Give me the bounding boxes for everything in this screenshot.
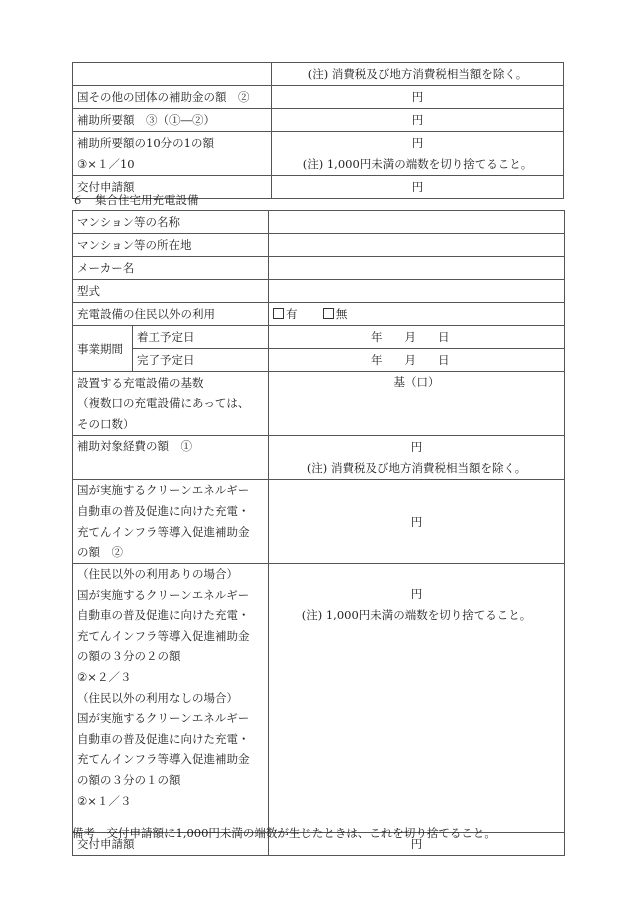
table-row	[73, 303, 565, 326]
national-subsidy-line4: の額 ②	[77, 545, 123, 560]
other-subsidy-label: 国その他の団体の補助金の額 ②	[73, 86, 272, 109]
table-row	[73, 257, 565, 280]
date-day: 日	[438, 330, 450, 344]
eligible-cost-yen: 円	[410, 439, 423, 454]
calc-line: の額の３分の２の額	[77, 649, 181, 664]
table-row	[73, 234, 565, 257]
mansion-name-value[interactable]	[269, 211, 565, 234]
calc-line: ②×２／３	[77, 669, 132, 684]
units-label-line1: 設置する充電設備の基数	[77, 375, 204, 390]
start-date-label: 着工予定日	[133, 326, 269, 349]
calc-line: 国が実施するクリーンエネルギー	[77, 711, 250, 726]
application-amount-value[interactable]: 円	[272, 176, 564, 199]
tenth-amount-label-line1: 補助所要額の10分の1の額	[77, 135, 214, 150]
calc-line: 充てんインフラ等導入促進補助金	[77, 752, 250, 767]
table-row	[73, 86, 564, 109]
calc-line: ②×１／３	[77, 793, 132, 808]
use-no-label: 無	[335, 307, 348, 321]
calc-line: 自動車の普及促進に向けた充電・	[77, 731, 250, 746]
calc-amount-value[interactable]	[269, 564, 565, 833]
national-subsidy-line1: 国が実施するクリーンエネルギー	[77, 483, 250, 498]
mansion-address-label: マンション等の所在地	[73, 234, 269, 257]
model-label: 型式	[73, 280, 269, 303]
apply-amount-label: 交付申請額	[73, 833, 269, 856]
table-row	[73, 326, 565, 349]
tenth-amount-label	[73, 132, 272, 176]
units-label-line3: その口数）	[77, 416, 135, 431]
charging-equipment-table	[72, 210, 565, 856]
date-month: 月	[404, 353, 417, 367]
table-row	[73, 280, 565, 303]
table-row	[73, 480, 565, 564]
calc-line: （住民以外の利用ありの場合）	[77, 567, 238, 581]
checkbox-yes[interactable]	[273, 308, 284, 319]
table-row	[73, 211, 565, 234]
other-subsidy-value[interactable]: 円	[272, 86, 564, 109]
project-period-label: 事業期間	[73, 326, 133, 372]
end-date-label: 完了予定日	[133, 349, 269, 372]
date-month: 月	[404, 330, 417, 344]
checkbox-no[interactable]	[323, 308, 334, 319]
apply-amount-value[interactable]: 円	[269, 833, 565, 856]
calc-line: 自動車の普及促進に向けた充電・	[77, 608, 250, 623]
start-date-value[interactable]	[269, 326, 565, 349]
subsidy-table-continued	[72, 62, 564, 199]
calc-line: の額の３分の１の額	[77, 772, 181, 787]
national-subsidy-label	[73, 480, 269, 564]
required-amount-value[interactable]: 円	[272, 109, 564, 132]
national-subsidy-value[interactable]	[269, 480, 565, 564]
date-year: 年	[371, 330, 383, 344]
units-label-line2: （複数口の充電設備にあっては、	[77, 396, 250, 411]
use-yes-label: 有	[286, 307, 298, 321]
table-row	[73, 564, 565, 833]
eligible-cost-label	[73, 436, 269, 480]
required-amount-label: 補助所要額 ③（①―②）	[73, 109, 272, 132]
calc-amount-yen: 円	[410, 587, 423, 601]
non-resident-use-label: 充電設備の住民以外の利用	[73, 303, 269, 326]
table-row	[73, 349, 565, 372]
table-cell	[73, 63, 272, 86]
table-row	[73, 63, 564, 86]
table-row	[73, 109, 564, 132]
rounding-note: (注) 1,000円未満の端数を切り捨てること。	[302, 156, 533, 171]
mansion-name-label: マンション等の名称	[73, 211, 269, 234]
remark-note: 備考 交付申請額に1,000円未満の端数が生じたときは、これを切り捨てること。	[72, 826, 496, 840]
tenth-amount-label-line2: ③×１／10	[77, 156, 135, 171]
end-date-value[interactable]	[269, 349, 565, 372]
application-amount-label: 交付申請額	[73, 176, 272, 199]
section-heading: ６ 集合住宅用充電設備	[72, 193, 199, 207]
use-yes-option[interactable]	[273, 304, 298, 324]
eligible-cost-value[interactable]	[269, 436, 565, 480]
table-row	[73, 436, 565, 480]
maker-label: メーカー名	[73, 257, 269, 280]
non-resident-use-options	[269, 303, 565, 326]
units-label	[73, 372, 269, 436]
model-value[interactable]	[269, 280, 565, 303]
calc-line: 国が実施するクリーンエネルギー	[77, 587, 250, 602]
eligible-cost-label-text: 補助対象経費の額 ①	[77, 439, 192, 453]
tenth-amount-value[interactable]	[272, 132, 564, 176]
national-subsidy-line3: 充てんインフラ等導入促進補助金	[77, 524, 250, 539]
date-day: 日	[438, 353, 450, 367]
use-no-option[interactable]	[323, 304, 348, 324]
maker-value[interactable]	[269, 257, 565, 280]
date-year: 年	[371, 353, 383, 367]
national-subsidy-line2: 自動車の普及促進に向けた充電・	[77, 503, 250, 518]
calc-amount-note: (注) 1,000円未満の端数を切り捨てること。	[301, 607, 532, 622]
calc-line: （住民以外の利用なしの場合）	[77, 690, 238, 705]
calc-line: 充てんインフラ等導入促進補助金	[77, 628, 250, 643]
units-value[interactable]	[269, 372, 565, 436]
tenth-amount-yen: 円	[411, 135, 424, 150]
eligible-cost-note: (注) 消費税及び地方消費税相当額を除く。	[306, 460, 527, 475]
table-row	[73, 372, 565, 436]
units-unit: 基（口）	[393, 375, 440, 389]
tax-note: (注) 消費税及び地方消費税相当額を除く。	[272, 63, 564, 86]
table-row	[73, 132, 564, 176]
calc-amount-label	[73, 564, 269, 833]
national-subsidy-yen: 円	[410, 514, 423, 529]
mansion-address-value[interactable]	[269, 234, 565, 257]
